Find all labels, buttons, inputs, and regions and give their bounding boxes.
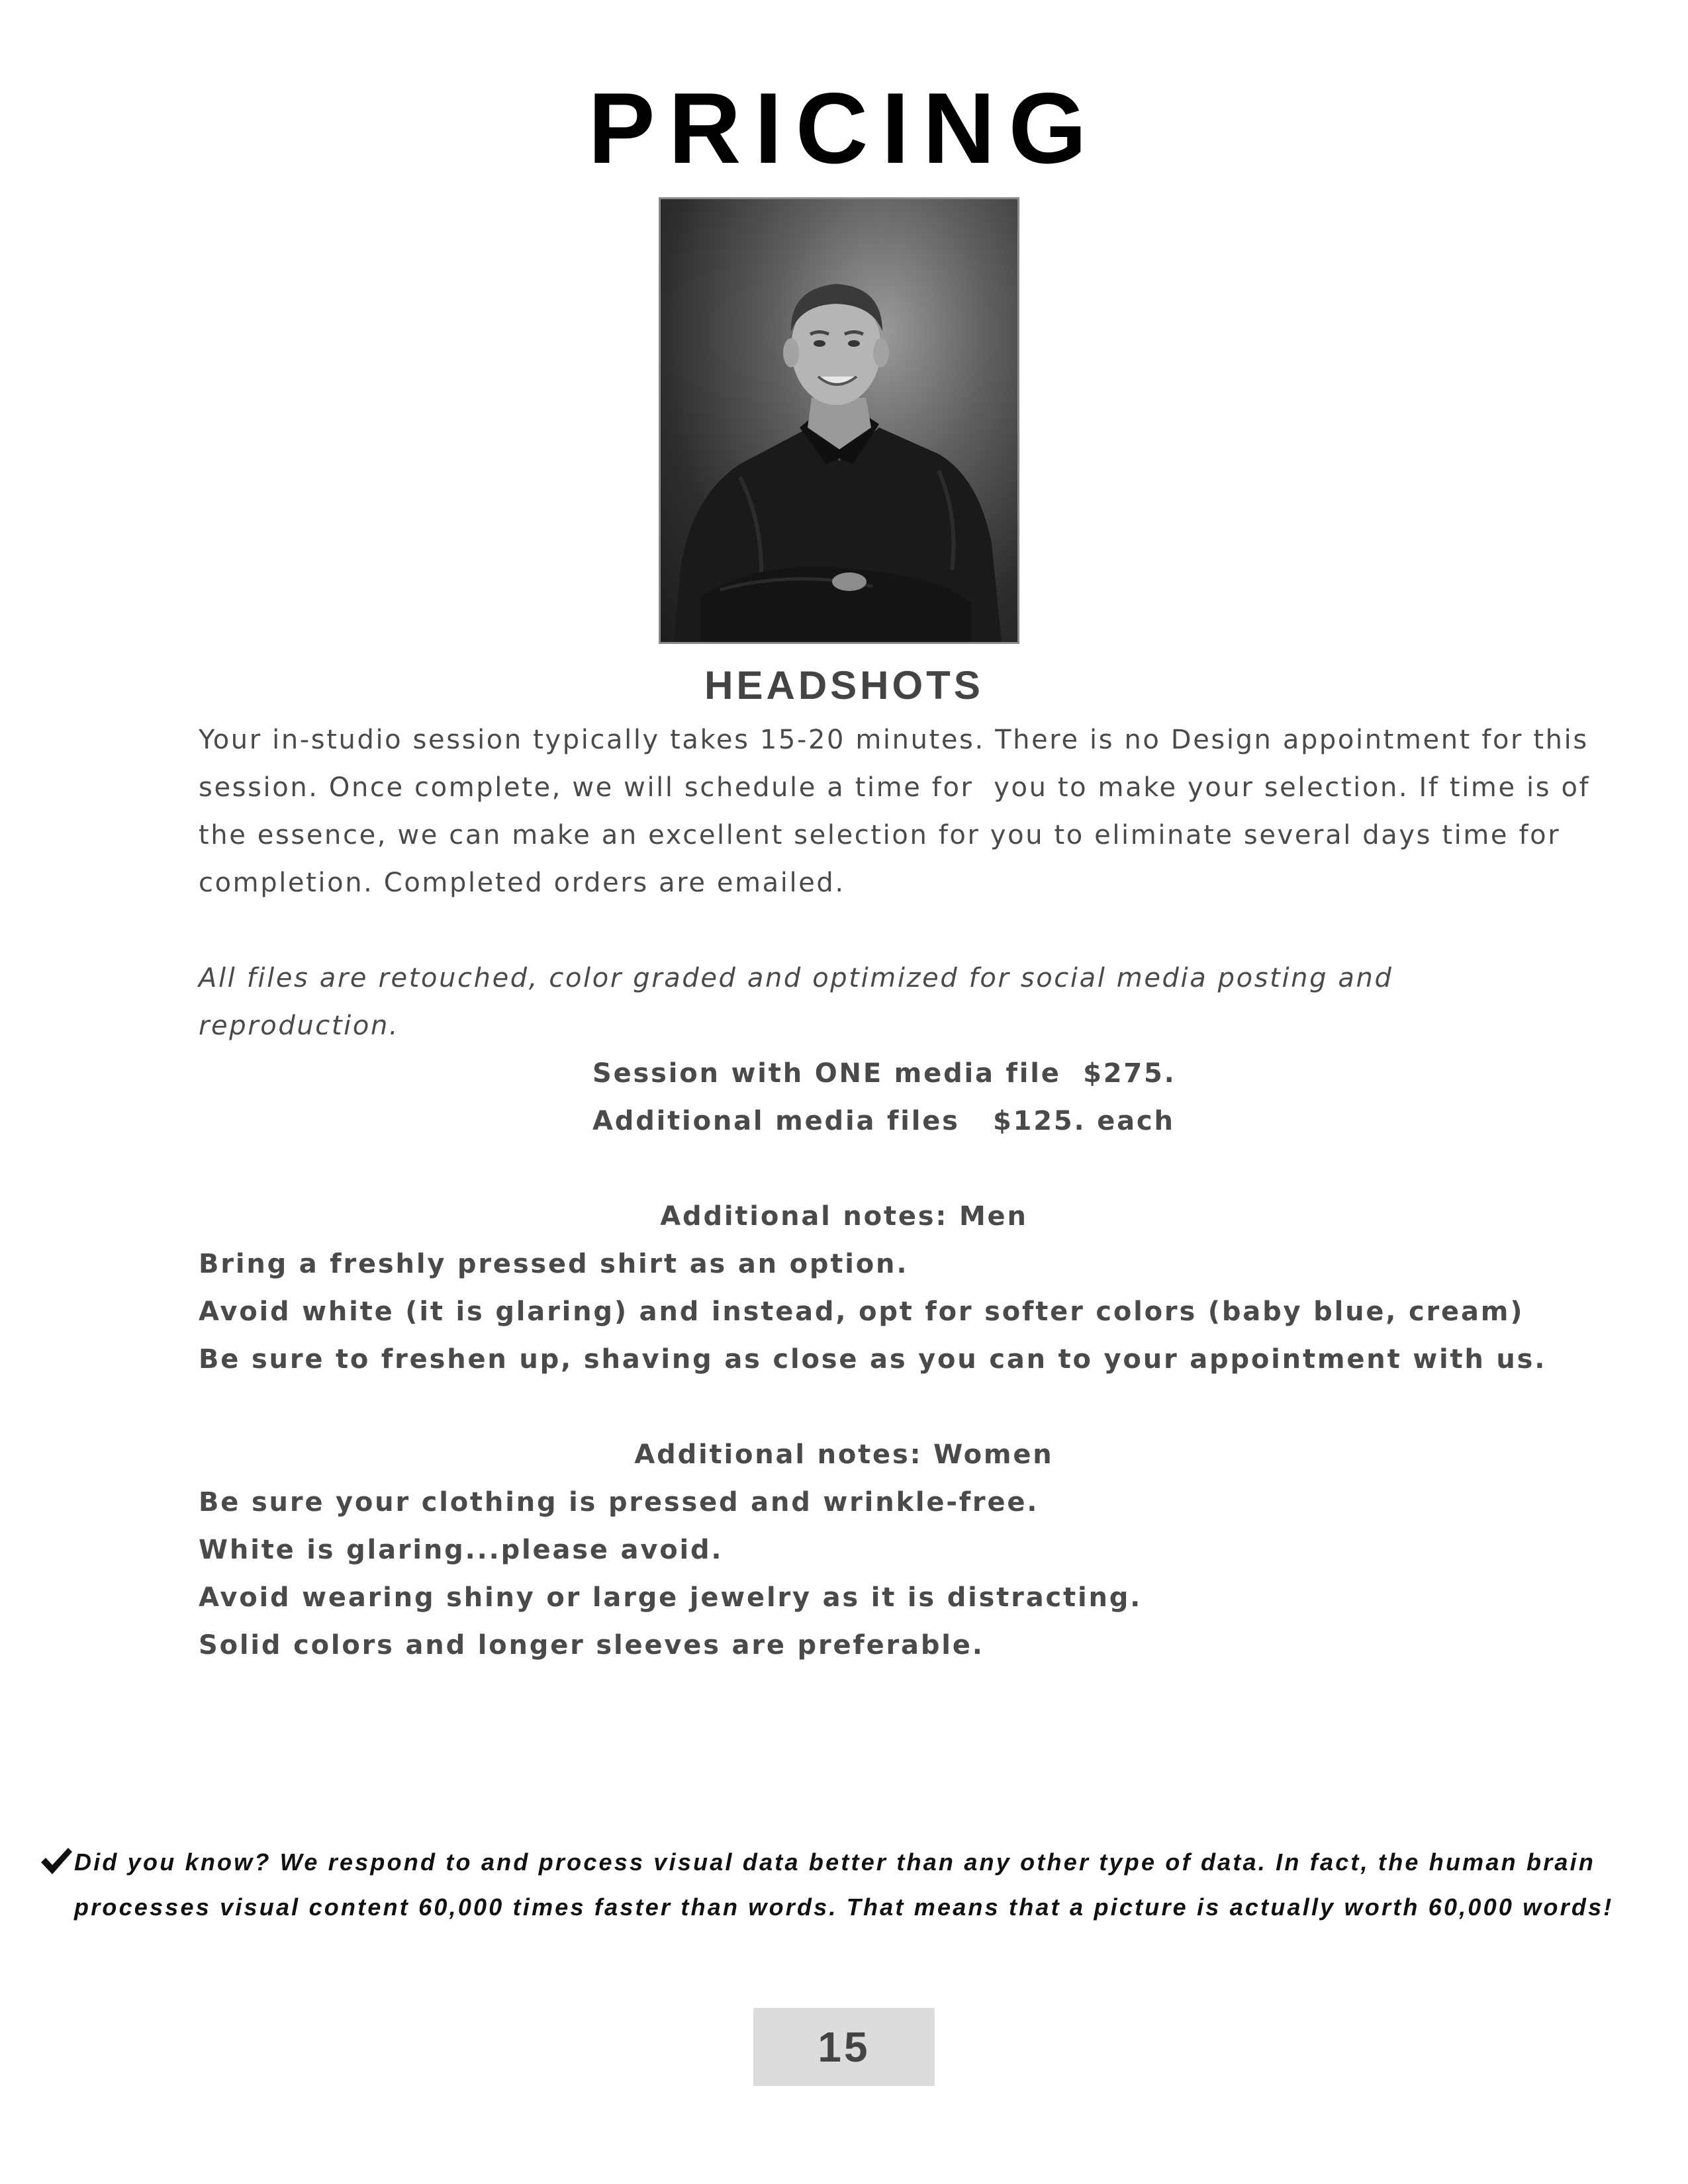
notes-women-list xyxy=(199,1479,1142,1669)
files-note-line: reproduction. xyxy=(199,1011,400,1041)
list-item: Be sure your clothing is pressed and wrinkle-free. xyxy=(199,1487,1039,1518)
list-item: Avoid white (it is glaring) and instead, opt for softer colors (baby blue, cream) xyxy=(199,1297,1524,1327)
notes-women-heading: Additional notes: Women xyxy=(634,1439,1054,1470)
price-session: Session with ONE media file $275. xyxy=(592,1058,1176,1089)
price-list xyxy=(592,1050,1176,1145)
session-description-line: Your in-studio session typically takes 15-20 minutes. There is no Design appointment for this xyxy=(199,725,1589,755)
list-item: White is glaring...please avoid. xyxy=(199,1535,724,1565)
did-you-know-line: processes visual content 60,000 times faster than words. That means that a picture is actually worth 60,000 words! xyxy=(74,1893,1614,1921)
session-description-line: session. Once complete, we will schedule a time for you to make your selection. If time is of xyxy=(199,772,1591,803)
notes-men-heading: Additional notes: Men xyxy=(660,1201,1028,1232)
session-description xyxy=(199,716,1591,907)
notes-men-list xyxy=(199,1240,1546,1383)
page-title: PRICING xyxy=(588,72,1100,185)
section-title: HEADSHOTS xyxy=(704,663,984,707)
session-description-line: completion. Completed orders are emailed. xyxy=(199,868,845,898)
list-item: Bring a freshly pressed shirt as an option. xyxy=(199,1249,909,1279)
list-item: Be sure to freshen up, shaving as close as you can to your appointment with us. xyxy=(199,1344,1547,1375)
checkmark-icon xyxy=(40,1845,73,1878)
did-you-know-note xyxy=(40,1840,1675,1930)
did-you-know-line: Did you know? We respond to and process visual data better than any other type of data. In fact, the human brain xyxy=(74,1848,1596,1876)
headshot-photo xyxy=(659,197,1019,644)
price-additional: Additional media files $125. each xyxy=(592,1106,1175,1136)
list-item: Solid colors and longer sleeves are preferable. xyxy=(199,1630,984,1661)
list-item: Avoid wearing shiny or large jewelry as it is distracting. xyxy=(199,1582,1143,1613)
page-number: 15 xyxy=(753,2008,935,2086)
files-note xyxy=(199,954,1509,1050)
session-description-line: the essence, we can make an excellent selection for you to eliminate several days time for xyxy=(199,820,1561,850)
files-note-line: All files are retouched, color graded and optimized for social media posting and xyxy=(199,963,1393,993)
